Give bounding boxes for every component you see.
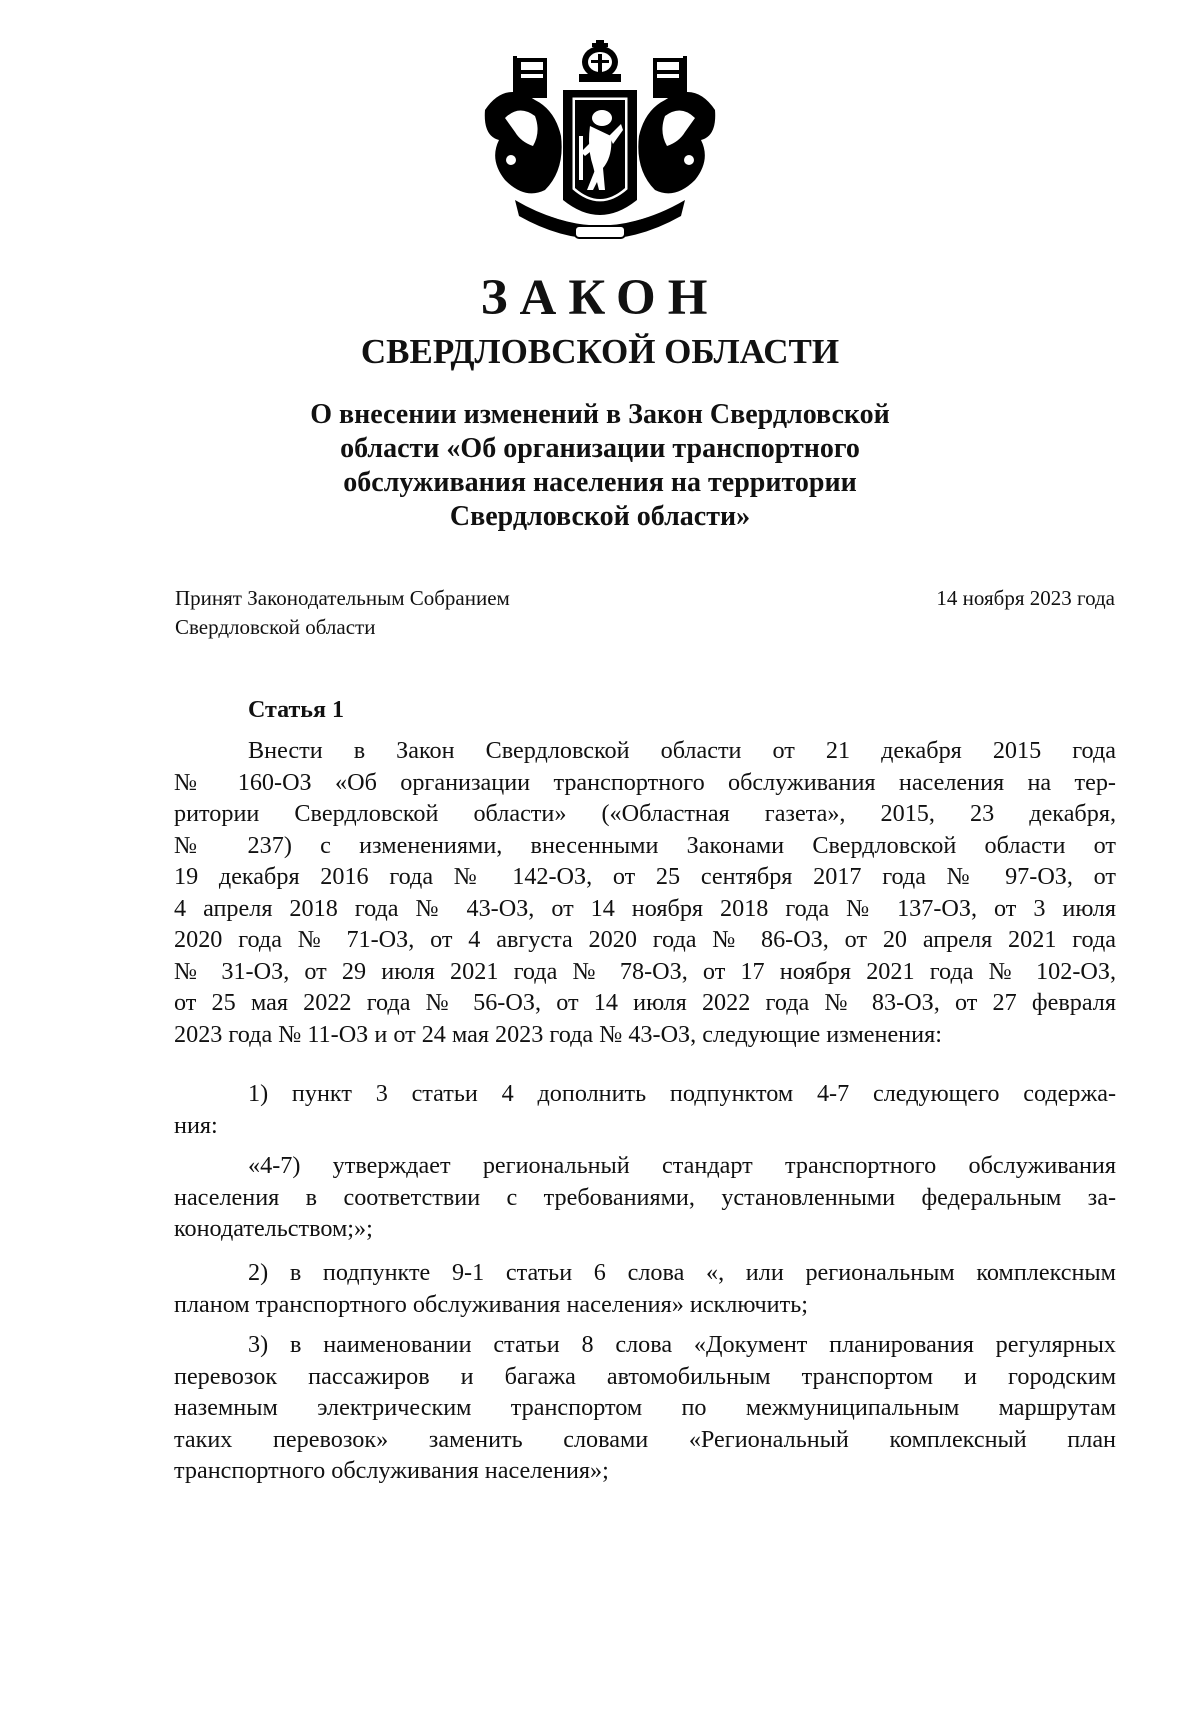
law-heading-line: обслуживания населения на территории xyxy=(343,467,857,498)
paragraph-line: конодательством;»; xyxy=(174,1215,373,1242)
adoption-body-line: Свердловской области xyxy=(175,615,376,639)
paragraph-line: № 160-ОЗ «Об организации транспортного обслуживания населения на тер- xyxy=(174,768,1116,796)
article-paragraph xyxy=(174,735,1116,1050)
paragraph-line: 2020 года № 71-ОЗ, от 4 августа 2020 года № 86-ОЗ, от 20 апреля 2021 года xyxy=(174,926,1116,953)
paragraph-line: «4-7) утверждает региональный стандарт транспортного обслуживания xyxy=(248,1152,1116,1179)
paragraph-line: 19 декабря 2016 года № 142-ОЗ, от 25 сентября 2017 года № 97-ОЗ, от xyxy=(174,863,1116,890)
page-subtitle: СВЕРДЛОВСКОЙ ОБЛАСТИ xyxy=(360,332,840,371)
law-heading-line: области «Об организации транспортного xyxy=(340,433,860,464)
adoption-date: 14 ноября 2023 года xyxy=(936,586,1115,610)
paragraph-line: 3) в наименовании статьи 8 слова «Документ планирования регулярных xyxy=(248,1331,1116,1358)
law-heading-line: Свердловской области» xyxy=(449,501,751,532)
law-heading-line: О внесении изменений в Закон Свердловской xyxy=(310,399,890,430)
paragraph-line: Внести в Закон Свердловской области от 21 декабря 2015 года xyxy=(248,737,1116,764)
article-paragraph xyxy=(174,1329,1116,1487)
paragraph-line: 2023 года № 11-ОЗ и от 24 мая 2023 года № 43-ОЗ, следующие изменения: xyxy=(174,1020,942,1048)
paragraph-line: 4 апреля 2018 года № 43-ОЗ, от 14 ноября 2018 года № 137-ОЗ, от 3 июля xyxy=(174,894,1116,922)
law-heading xyxy=(290,398,910,534)
paragraph-line: ния: xyxy=(174,1111,218,1139)
paragraph-line: № 31-ОЗ, от 29 июля 2021 года № 78-ОЗ, от 17 ноября 2021 года № 102-ОЗ, xyxy=(174,957,1116,985)
article-paragraph xyxy=(174,1150,1116,1245)
paragraph-line: перевозок пассажиров и багажа автомобильным транспортом и городским xyxy=(174,1362,1116,1390)
coat-of-arms-icon xyxy=(475,40,725,255)
adoption-body xyxy=(175,584,510,642)
page-title: ЗАКОН xyxy=(480,270,720,326)
article-title: Статья 1 xyxy=(248,697,344,723)
paragraph-line: транспортного обслуживания населения»; xyxy=(174,1457,609,1484)
paragraph-line: планом транспортного обслуживания населения» исключить; xyxy=(174,1290,808,1318)
paragraph-line: от 25 мая 2022 года № 56-ОЗ, от 14 июля 2022 года № 83-ОЗ, от 27 февраля xyxy=(174,989,1116,1016)
paragraph-line: населения в соответствии с требованиями, установленными федеральным за- xyxy=(174,1183,1116,1211)
paragraph-line: таких перевозок» заменить словами «Региональный комплексный план xyxy=(174,1425,1116,1453)
article-paragraph xyxy=(174,1078,1116,1141)
paragraph-line: ритории Свердловской области» («Областная газета», 2015, 23 декабря, xyxy=(174,800,1116,827)
adoption-body-line: Принят Законодательным Собранием xyxy=(175,586,510,610)
paragraph-line: 1) пункт 3 статьи 4 дополнить подпунктом 4-7 следующего содержа- xyxy=(248,1080,1116,1107)
paragraph-line: № 237) с изменениями, внесенными Законами Свердловской области от xyxy=(174,831,1116,859)
paragraph-line: 2) в подпункте 9-1 статьи 6 слова «, или региональным комплексным xyxy=(248,1259,1116,1286)
article-paragraph xyxy=(174,1257,1116,1320)
paragraph-line: наземным электрическим транспортом по межмуниципальным маршрутам xyxy=(174,1394,1116,1421)
